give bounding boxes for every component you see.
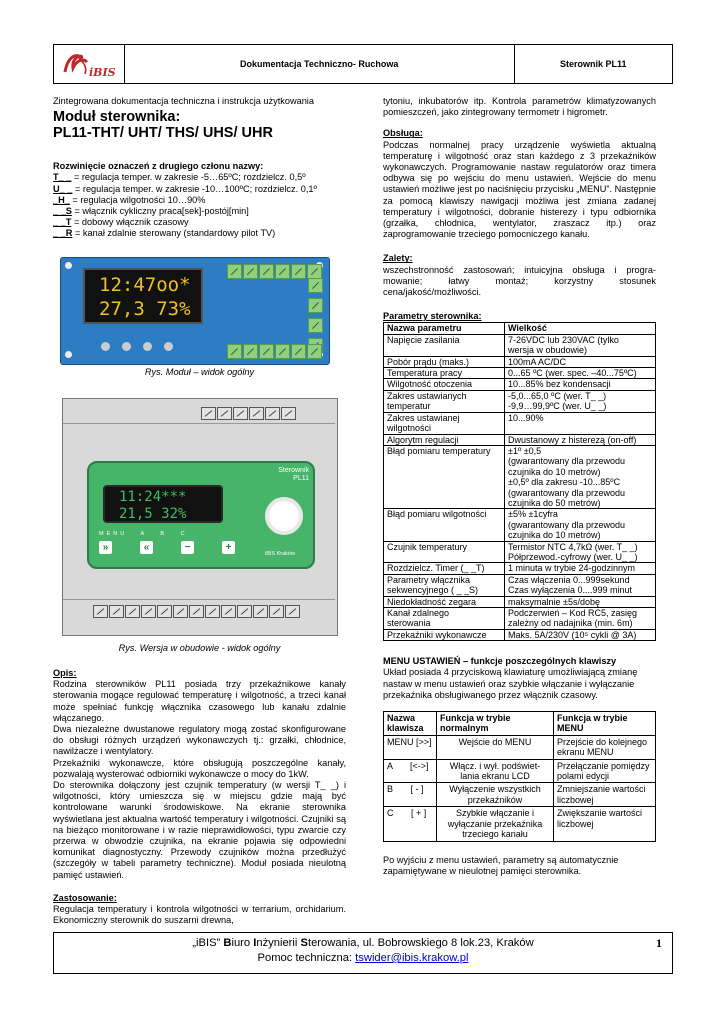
param-name: Algorytm regulacji [384,434,505,445]
param-name: Błąd pomiaru wilgotności [384,509,505,541]
params-row [384,368,656,379]
code-symbol: T_ _ [53,172,72,183]
case-lcd [103,485,223,523]
params-row [384,563,656,574]
keys-row [384,783,656,807]
code-item [53,228,346,239]
keys-row [384,759,656,783]
key-name: A [<->] [384,759,437,783]
zastosowanie-cont: tytoniu, inkubatorów itp. Kontrola parametrów klimatyzowanych pomieszczeń, jako zintegrowany termometr i higrometr. [383,96,656,118]
key-a[interactable]: « [140,541,153,554]
menu-key[interactable]: » [99,541,112,554]
param-name: Temperatura pracy [384,368,505,379]
param-value: Podczerwień – Kod RC5, zasięg zależny od nadajnika (min. 6m) [505,608,656,630]
code-description: = regulacja wilgotności 10…90% [69,194,206,205]
params-row [384,574,656,596]
params-row [384,379,656,390]
support-email-link[interactable]: tswider@ibis.krakow.pl [355,952,469,964]
code-item [53,172,346,183]
keys-row [384,807,656,841]
param-value: 0...65 ºC (wer. spec. –40...75ºC) [505,368,656,379]
logo-cell [54,45,125,83]
param-value: 1 minuta w trybie 24-godzinnym [505,563,656,574]
obsluga-text: Podczas normalnej pracy urządzenie wyświetla aktualną temperaturę i wilgotność oraz stan każdego z 3 przekaźników wykonawczych. Programowanie nastaw regulatorów oraz timera odbywa się po wejściu do menu ustawień. Wejście do menu ustawień możliwe jest po naciśnięciu przycisku „MENU”. Następnie za pomocą klawiszy nawigacji możliwa jest zmiana zadanej temperatury i wilgotności, dobranie histerezy i typu odbiornika (grzałka, chłodnica, wentylator, zraszacz itp.) oraz zaprogramowanie trzeciego pomocniczego kanału. [383,139,656,240]
params-row [384,629,656,640]
param-name: Zakres ustawianej wilgotności [384,412,505,434]
params-row [384,509,656,541]
param-value: 10...85% bez kondensacji [505,379,656,390]
zalety-text: wszechstronność zastosowań; intuicyjna obsługa i progra-mowanie; łatwy montaż; korzystny stosunek cena/jakość/możliwości. [383,264,656,298]
code-item [53,206,346,217]
code-symbol: U_ _ [53,183,73,194]
param-value: 10...90% [505,412,656,434]
param-value: ±1º ±0,5 (gwarantowany dla przewodu czujnika do 10 metrów) ±0,5º dla zakresu -10...85ºC (gwarantowany dla przewodu czujnika do 50 metrów) [505,445,656,508]
case-lcd-line1: 11:24*** [119,489,187,505]
keys-header-row [384,712,656,736]
param-value: Czas włączenia 0...999sekund Czas wyłączenia 0....999 minut [505,574,656,596]
param-name: Wilgotność otoczenia [384,379,505,390]
module-lcd-line1: 12:47oo* [99,274,191,296]
params-col-value: Wielkość [505,323,656,334]
logo-text: iBIS [88,66,116,79]
footer-line2 [54,951,672,966]
left-text-block [53,668,346,926]
params-row [384,334,656,356]
key-menu-function: Zwiększanie wartości liczbowej [554,807,656,841]
key-name: C [ + ] [384,807,437,841]
case-front-panel [87,461,315,569]
code-symbol: _ _T [53,217,72,228]
code-description: = regulacja temper. w zakresie -5…65ºC; rozdzielcz. 0,5º [71,172,306,183]
params-row [384,412,656,434]
params-row [384,390,656,412]
params-row [384,356,656,367]
key-c[interactable]: + [222,541,235,554]
param-value: Maks. 5A/230V (10⁵ cykli @ 3A) [505,629,656,640]
param-name: Zakres ustawianych temperatur [384,390,505,412]
code-item [53,195,346,206]
param-name: Błąd pomiaru temperatury [384,445,505,508]
caption-case: Rys. Wersja w obudowie - widok ogólny [118,643,281,653]
module-image [60,257,330,365]
case-lcd-line2: 21,5 32% [119,506,187,522]
code-symbol: _H_ [53,194,70,205]
keys-col-menu: Funkcja w trybie MENU [554,712,656,736]
key-normal-function: Szybkie włączanie i wyłączanie przekaźnika trzeciego kanału [437,807,554,841]
page-number: 1 [656,936,662,950]
doc-title: Dokumentacja Techniczno- Ruchowa [125,45,515,83]
module-lcd [83,268,203,324]
module-buttons [101,338,173,356]
intro-text: Zintegrowana dokumentacja techniczna i instrukcja użytkowania [53,96,314,106]
keys-row [384,735,656,759]
param-name: Rozdzielcz. Timer (_ _T) [384,563,505,574]
params-header-row [384,323,656,334]
param-value: -5,0...65,0 ºC (wer. T_ _) -9,9…99,9ºC (wer. U_ _) [505,390,656,412]
key-normal-function: Wejście do MENU [437,735,554,759]
params-table [383,322,656,641]
params-row [384,608,656,630]
case-label: Sterownik PL11 [278,467,309,482]
case-keys [99,541,235,554]
param-value: ±5% ±1cyfra (gwarantowany dla przewodu czujnika do 10 metrów) [505,509,656,541]
code-symbol: _ _S [53,206,72,217]
case-image [62,398,338,636]
keys-col-name: Nazwa klawisza [384,712,437,736]
opis-text: Rodzina sterowników PL11 posiada trzy przekaźnikowe kanały sterowania mogące regulować temperaturę i wilgotność, a trzeci kanał może spełniać funkcję włącznika czasowego lub kanału zdalnie włączanego. Dwa niezależne dwustanowe regulatory mogą zostać skonfigurowane do obsługi różnych urządzeń wykonawczych tj.: grzałki, chłodnice, nawilżacze i wentylatory. Przekaźniki wykonawcze, które obsługują poszczególne kanały, pozwalają wysterować odbiorniki wykonawcze o mocy do 1kW. Do sterownika dołączony jest czujnik temperatury (w wersji T_ _) i wilgotności, który umieszcza się w miejscu gdzie mają być kontrolowane warunki środowiskowe. Na ekranie sterownika wyświetlana jest aktualna wartość temperatury i wilgotności. Czujniki są na bieżąco monitorowane i w razie nieprawidłowości, typu zwarcie czy przerwa w obwodzie czujnika, na ekranie pojawia się odpowiedni komunikat diagnostyczny. Przewody czujników można przedłużyć (szczegóły w tabeli parametry techniczne). Moduł posiada nieulotną pamięć ustawień. [53,679,346,880]
page-header [53,44,673,84]
menu-heading: MENU USTAWIEŃ – funkcje poszczególnych klawiszy [383,656,617,667]
title-line-1: Moduł sterownika: [53,109,181,126]
obsluga-heading: Obsługa: [383,128,423,139]
mount-hole [65,262,72,269]
param-value: 7-26VDC lub 230VAC (tylko wersja w obudowie) [505,334,656,356]
caption-module: Rys. Moduł – widok ogólny [144,367,255,377]
code-list [53,172,346,239]
device-name: Sterownik PL11 [559,59,627,69]
param-value: maksymalnie ±5s/dobę [505,596,656,607]
ir-receiver-window [265,497,303,535]
param-name: Parametry włącznika sekwencyjnego ( _ _S) [384,574,505,596]
params-heading: Parametry sterownika: [383,311,482,322]
zastosowanie-text: Regulacja temperatury i kontrola wilgotności w terrarium, orchidarium. Ekonomiczny sterownik do suszarni drewna, [53,904,346,926]
key-menu-function: Przejście do kolejnego ekranu MENU [554,735,656,759]
case-terminals-bottom [93,605,301,623]
param-name: Czujnik temperatury [384,541,505,563]
param-name: Przekaźniki wykonawcze [384,629,505,640]
title-line-2: PL11-THT/ UHT/ THS/ UHS/ UHR [53,125,273,142]
params-row [384,445,656,508]
page-footer [53,932,673,974]
key-normal-function: Wyłączenie wszystkich przekaźników [437,783,554,807]
menu-text: Układ posiada 4 przyciskową klawiaturę umożliwiającą zmianę nastaw w menu ustawień oraz szybkie włączanie i wyłączanie przekaźnika obsługiwanego przez włącznik czasowy. [383,667,638,700]
zalety-heading: Zalety: [383,253,413,264]
case-keys-label: MENU A B C [99,531,188,537]
key-menu-function: Zmniejszanie wartości liczbowej [554,783,656,807]
param-value: Dwustanowy z histerezą (on-off) [505,434,656,445]
key-b[interactable]: − [181,541,194,554]
keys-table [383,711,656,841]
module-terminals-bottom [227,344,323,364]
zastosowanie-heading: Zastosowanie: [53,892,117,903]
key-name: MENU [>>] [384,735,437,759]
params-col-name: Nazwa parametru [384,323,505,334]
footer-line1: „iBIS” Biuro Inżynierii Sterowania, ul. Bobrowskiego 8 lok.23, Kraków [192,937,534,949]
mount-hole [65,351,72,358]
param-name: Niedokładność zegara [384,596,505,607]
key-name: B [ - ] [384,783,437,807]
case-brand: iBIS Kraków [265,551,295,557]
footer-help-label: Pomoc techniczna: [257,952,356,964]
param-name: Napięcie zasilania [384,334,505,356]
param-name: Kanał zdalnego sterowania [384,608,505,630]
params-row [384,434,656,445]
param-value: 100mA AC/DC [505,356,656,367]
param-name: Pobór prądu (maks.) [384,356,505,367]
code-symbol: _ _R [53,228,73,239]
code-description: = dobowy włącznik czasowy [71,217,189,228]
params-row [384,596,656,607]
code-item [53,217,346,228]
right-column [383,96,656,877]
code-description: = kanał zdalnie sterowany (standardowy pilot TV) [72,228,276,239]
param-value: Termistor NTC 4,7kΩ (wer. T_ _) Półprzewod.-cyfrowy (wer. U_ _) [505,541,656,563]
code-item [53,184,346,195]
params-row [384,541,656,563]
key-normal-function: Włącz. i wył. podświet- lania ekranu LCD [437,759,554,783]
outro-text: Po wyjściu z menu ustawień, parametry są automatycznie zapamiętywane w nieulotnej pamięci sterownika. [383,854,619,876]
case-terminals-top [201,407,297,425]
key-menu-function: Przełączanie pomiędzy polami edycji [554,759,656,783]
expansion-heading: Rozwinięcie oznaczeń z drugiego członu nazwy: [53,161,264,172]
ibis-logo [59,48,119,80]
opis-heading: Opis: [53,668,77,678]
left-column [53,96,346,240]
module-lcd-line2: 27,3 73% [99,298,191,320]
keys-col-normal: Funkcja w trybie normalnym [437,712,554,736]
code-description: = włącznik cykliczny praca[sek]-postój[min] [71,206,249,217]
code-description: = regulacja temper. w zakresie -10…100ºC; rozdzielcz. 0,1º [72,183,317,194]
